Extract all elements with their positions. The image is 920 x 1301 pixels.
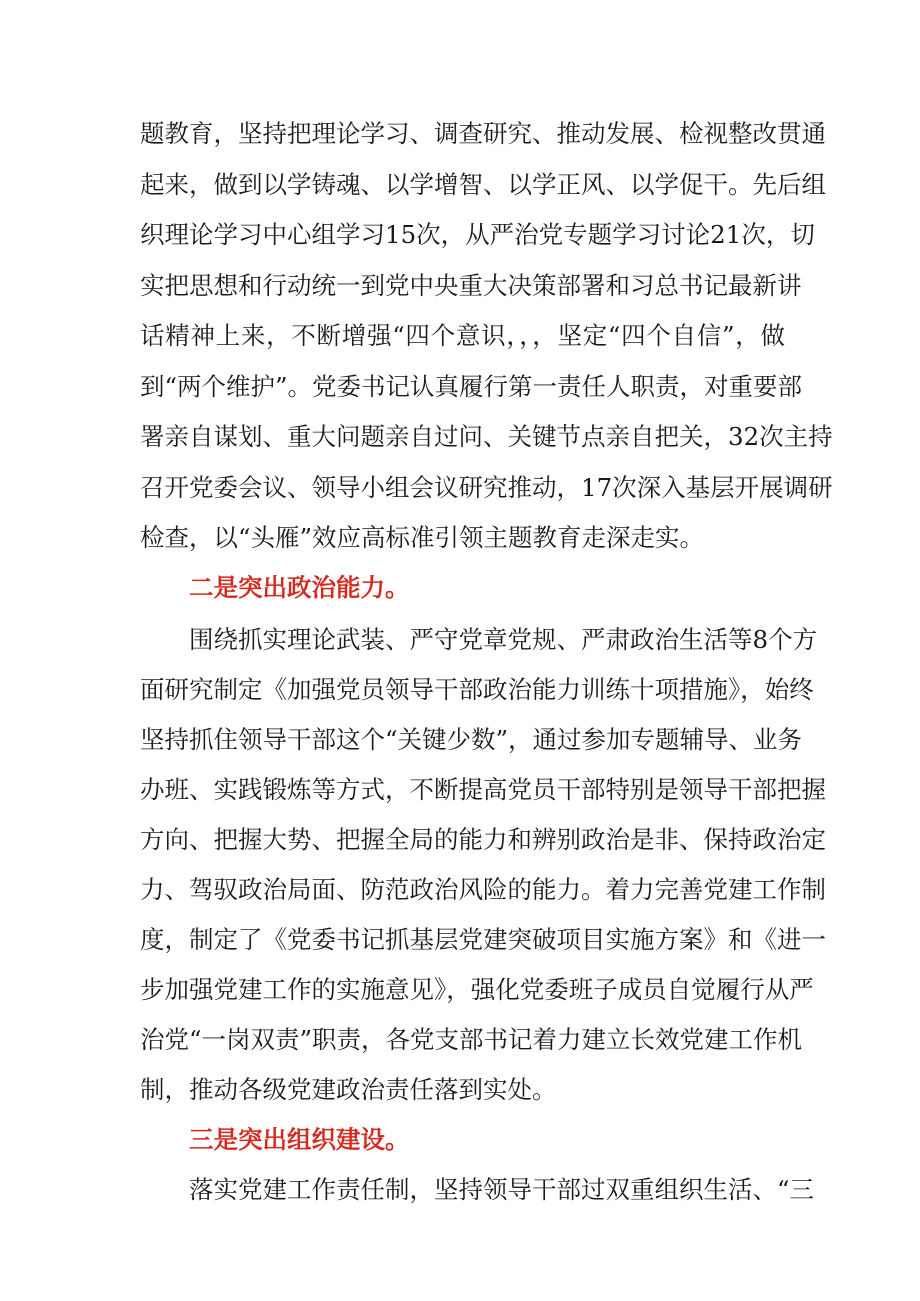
paragraph-line: 度，制定了《党委书记抓基层党建突破项目实施方案》和《进一 — [140, 925, 826, 954]
paragraph-line: 面研究制定《加强党员领导干部政治能力训练十项措施》，始终 — [140, 675, 814, 704]
paragraph-line: 方向、把握大势、把握全局的能力和辨别政治是非、保持政治定 — [140, 825, 826, 854]
paragraph-line: 织理论学习中心组学习15次，从严治党专题学习讨论21次，切 — [140, 220, 815, 249]
paragraph-line: 落实党建工作责任制，坚持领导干部过双重组织生活、“三 — [189, 1175, 815, 1204]
paragraph-line: 围绕抓实理论武装、严守党章党规、严肃政治生活等8个方 — [189, 625, 818, 654]
paragraph-line: 话精神上来，不断增强“四个意识，，，坚定“四个自信”，做 — [140, 321, 785, 350]
paragraph-line: 检查，以“头雁”效应高标准引领主题教育走深走实。 — [140, 523, 705, 552]
section-heading-political-ability: 二是突出政治能力。 — [189, 573, 410, 602]
paragraph-line: 力、驾驭政治局面、防范政治风险的能力。着力完善党建工作制 — [140, 875, 826, 904]
paragraph-line: 治党“一岗双责”职责，各党支部书记着力建立长效党建工作机 — [140, 1025, 803, 1054]
section-heading-organization-building: 三是突出组织建设。 — [189, 1125, 410, 1154]
paragraph-line: 署亲自谋划、重大问题亲自过问、关键节点亲自把关，32次主持 — [140, 422, 833, 451]
paragraph-line: 起来，做到以学铸魂、以学增智、以学正风、以学促干。先后组 — [140, 170, 826, 199]
paragraph-line: 坚持抓住领导干部这个“关键少数”，通过参加专题辅导、业务 — [140, 725, 803, 754]
paragraph-line: 题教育，坚持把理论学习、调查研究、推动发展、检视整改贯通 — [140, 119, 826, 148]
paragraph-line: 步加强党建工作的实施意见》，强化党委班子成员自觉履行从严 — [140, 975, 814, 1004]
paragraph-line: 实把思想和行动统一到党中央重大决策部署和习总书记最新讲 — [140, 271, 802, 300]
paragraph-line: 办班、实践锻炼等方式，不断提高党员干部特别是领导干部把握 — [140, 775, 826, 804]
paragraph-line: 到“两个维护”。党委书记认真履行第一责任人职责，对重要部 — [140, 372, 803, 401]
paragraph-line: 制，推动各级党建政治责任落到实处。 — [140, 1075, 557, 1104]
paragraph-line: 召开党委会议、领导小组会议研究推动，17次深入基层开展调研 — [140, 473, 833, 502]
